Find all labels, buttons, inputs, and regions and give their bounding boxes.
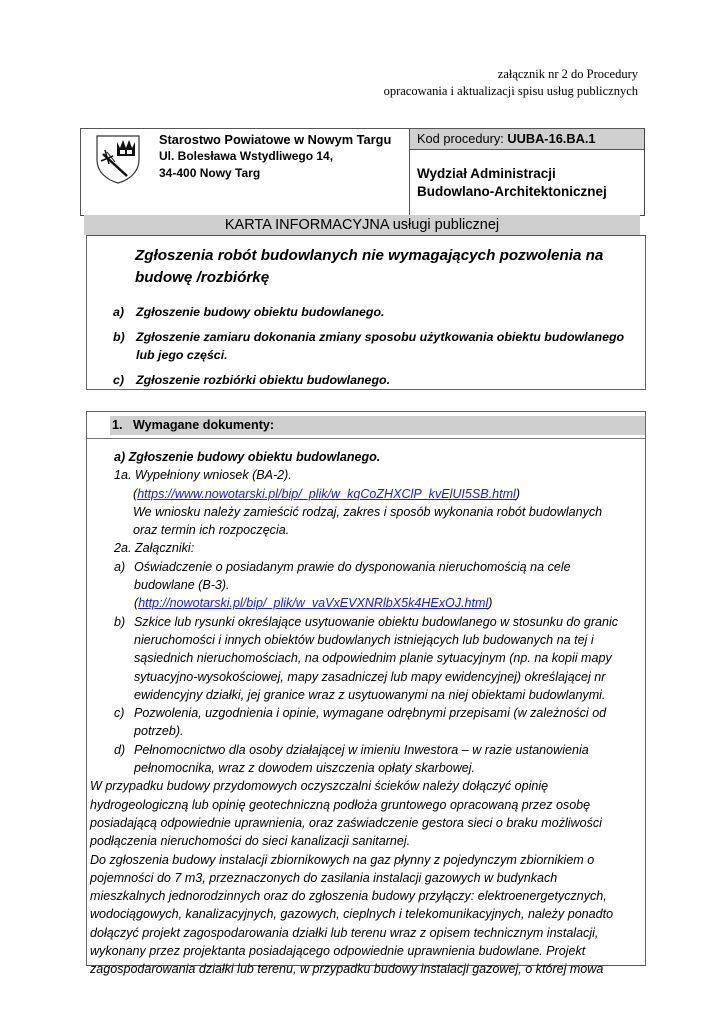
section-heading — [110, 416, 645, 435]
service-list — [113, 303, 643, 396]
section-content — [87, 448, 645, 979]
attachment-a-text: Oświadczenie o posiadanym prawie do dysponowania nieruchomością na cele — [134, 559, 571, 574]
attachment-note-line1: załącznik nr 2 do Procedury — [497, 67, 638, 81]
procedure-code-label: Kod procedury: — [417, 131, 508, 146]
paragraph-gas: dołączyć projekt zagospodarowania działki lub terenu wraz z opisem technicznym instalacji, — [90, 925, 599, 940]
attachment-c-text: potrzeb). — [134, 724, 184, 739]
service-title-line1: Zgłoszenia robót budowlanych nie wymagających pozwolenia na — [135, 247, 604, 264]
service-item — [113, 303, 643, 321]
org-address-line1: Ul. Bolesława Wstydliwego 14, — [159, 149, 334, 163]
attachment-a — [114, 558, 672, 576]
service-item-text: Zgłoszenie rozbiórki obiektu budowlanego. — [136, 373, 391, 387]
service-item — [113, 328, 643, 364]
paragraph-gas: wykonany przez projektanta posiadającego odpowiednie uprawnienia budowlane. Projekt — [90, 944, 586, 959]
paragraph-gas: wodociągowych, kanalizacyjnych, gazowych, cieplnych i telekomunikacyjnych, należy ponadto — [90, 907, 614, 922]
subsection-a-heading: a) Zgłoszenie budowy obiektu budowlanego. — [114, 450, 381, 464]
attachment-b-text: Szkice lub rysunki określające usytuowanie obiektu budowlanego w stosunku do granic — [134, 614, 619, 629]
service-item-text: Zgłoszenie budowy obiektu budowlanego. — [136, 305, 385, 319]
list-marker: c) — [114, 706, 125, 721]
department-line2: Budowlano-Architektonicznej — [417, 184, 607, 199]
attachment-a-text: budowlane (B-3). — [134, 578, 230, 593]
form-b3-link[interactable]: http://nowotarski.pl/bip/_plik/w_vaVxEVXNRlbX5k4HExOJ.html — [138, 596, 489, 611]
service-item-text: Zgłoszenie zamiaru dokonania zmiany sposobu użytkowania obiektu budowlanego — [136, 330, 625, 344]
section-number: 1. — [112, 418, 123, 432]
required-documents-section — [86, 411, 646, 977]
org-info — [159, 131, 391, 182]
attachment-c-text: Pozwolenia, uzgodnienia i opinie, wymagane odrębnymi przepisami (w zależności od — [134, 706, 607, 721]
attachment-b — [114, 613, 672, 631]
service-box — [86, 235, 646, 390]
org-address-line2: 34-400 Nowy Targ — [159, 166, 261, 180]
paragraph-sewage: posiadającą odpowiednie uprawnienia, oraz zaświadczenie gestora sieci o braku możliwości — [90, 815, 602, 830]
note-1a-line: We wniosku należy zamieścić rodzaj, zakres i sposób wykonania robót budowlanych — [133, 504, 603, 519]
procedure-code-value: UUBA-16.BA.1 — [507, 131, 596, 146]
attachment-b-text: sytuacyjno-wysokościowej, mapy zasadniczej lub mapy ewidencyjnej) określającej nr — [134, 669, 606, 684]
card-title: KARTA INFORMACYJNA usługi publicznej — [84, 215, 640, 235]
paragraph-gas: zagospodarowania działki lub terenu, w przypadku budowy instalacji gazowej, o której mowa — [90, 962, 604, 977]
form-ba2-link[interactable]: https://www.nowotarski.pl/bip/_plik/w_kqCoZHXClP_kvElUI5SB.html — [137, 486, 516, 501]
paragraph-sewage: W przypadku budowy przydomowych oczyszczalni ścieków należy dołączyć opinię — [90, 779, 549, 794]
link1-line: (https://www.nowotarski.pl/bip/_plik/w_kqCoZHXClP_kvElUI5SB.html) — [133, 486, 521, 501]
paragraph-gas: Do zgłoszenia budowy instalacji zbiornikowych na gaz płynny z pojedynczym zbiornikiem o — [90, 852, 595, 867]
org-name: Starostwo Powiatowe w Nowym Targu — [159, 132, 392, 147]
attachment-d-text: pełnomocnika, wraz z dowodem uiszczenia opłaty skarbowej. — [134, 761, 476, 776]
list-marker: b) — [113, 330, 125, 344]
link2-line: (http://nowotarski.pl/bip/_plik/w_vaVxEVXNRlbX5k4HExOJ.html) — [134, 596, 493, 611]
paragraph-sewage: podłączenia nieruchomości do sieci kanalizacji sanitarnej. — [90, 834, 411, 849]
service-item-text: lub jego części. — [136, 348, 228, 362]
attachment-note-line2: opracowania i aktualizacji spisu usług publicznych — [383, 84, 638, 98]
item-2a: 2a. Załączniki: — [114, 541, 195, 556]
section-divider — [87, 438, 645, 439]
list-marker: c) — [113, 373, 125, 387]
procedure-code — [410, 129, 644, 150]
service-item — [113, 371, 643, 389]
attachment-c — [114, 704, 672, 722]
list-marker: a) — [114, 559, 126, 574]
header-procedure-cell — [410, 129, 644, 215]
list-marker: b) — [114, 614, 126, 629]
department-line1: Wydział Administracji — [417, 166, 556, 181]
list-marker: a) — [113, 305, 125, 319]
attachment-b-text: sąsiednich nieruchomościach, na odpowiednim planie sytuacyjnym (np. na kopii mapy — [134, 651, 612, 666]
section-heading-text: Wymagane dokumenty: — [133, 418, 275, 432]
item-1a: 1a. Wypełniony wniosek (BA-2). — [114, 468, 292, 483]
service-title — [135, 245, 625, 289]
paragraph-sewage: hydrogeologiczną lub opinię geotechniczną podłoża gruntowego opracowaną przez osobę — [90, 797, 591, 812]
service-title-line2: budowę /rozbiórkę — [135, 269, 270, 286]
list-marker: d) — [114, 742, 126, 757]
attachment-note — [384, 66, 638, 100]
paragraph-gas: pojemności do 7 m3, przeznaczonych do zasilania instalacji gazowych w budynkach — [90, 870, 558, 885]
department — [417, 165, 607, 201]
attachment-d-text: Pełnomocnictwo dla osoby działającej w imieniu Inwestora – w razie ustanowienia — [134, 742, 589, 757]
attachment-b-text: nieruchomości i innych obiektów budowlanych istniejących lub budowanych na tej i — [134, 632, 594, 647]
attachment-b-text: ewidencyjny działki, jej granice wraz z usytuowanymi na niej obiektami budowlanymi. — [134, 687, 606, 702]
header-box — [80, 128, 645, 216]
paragraph-gas: mieszkalnych jednorodzinnych oraz do zgłoszenia budowy przyłączy: elektroenergetycznych, — [90, 889, 607, 904]
note-1a-line: oraz termin ich rozpoczęcia. — [133, 523, 290, 538]
header-org-cell — [81, 129, 410, 215]
attachment-d — [114, 741, 672, 759]
coat-of-arms-icon — [95, 134, 141, 184]
